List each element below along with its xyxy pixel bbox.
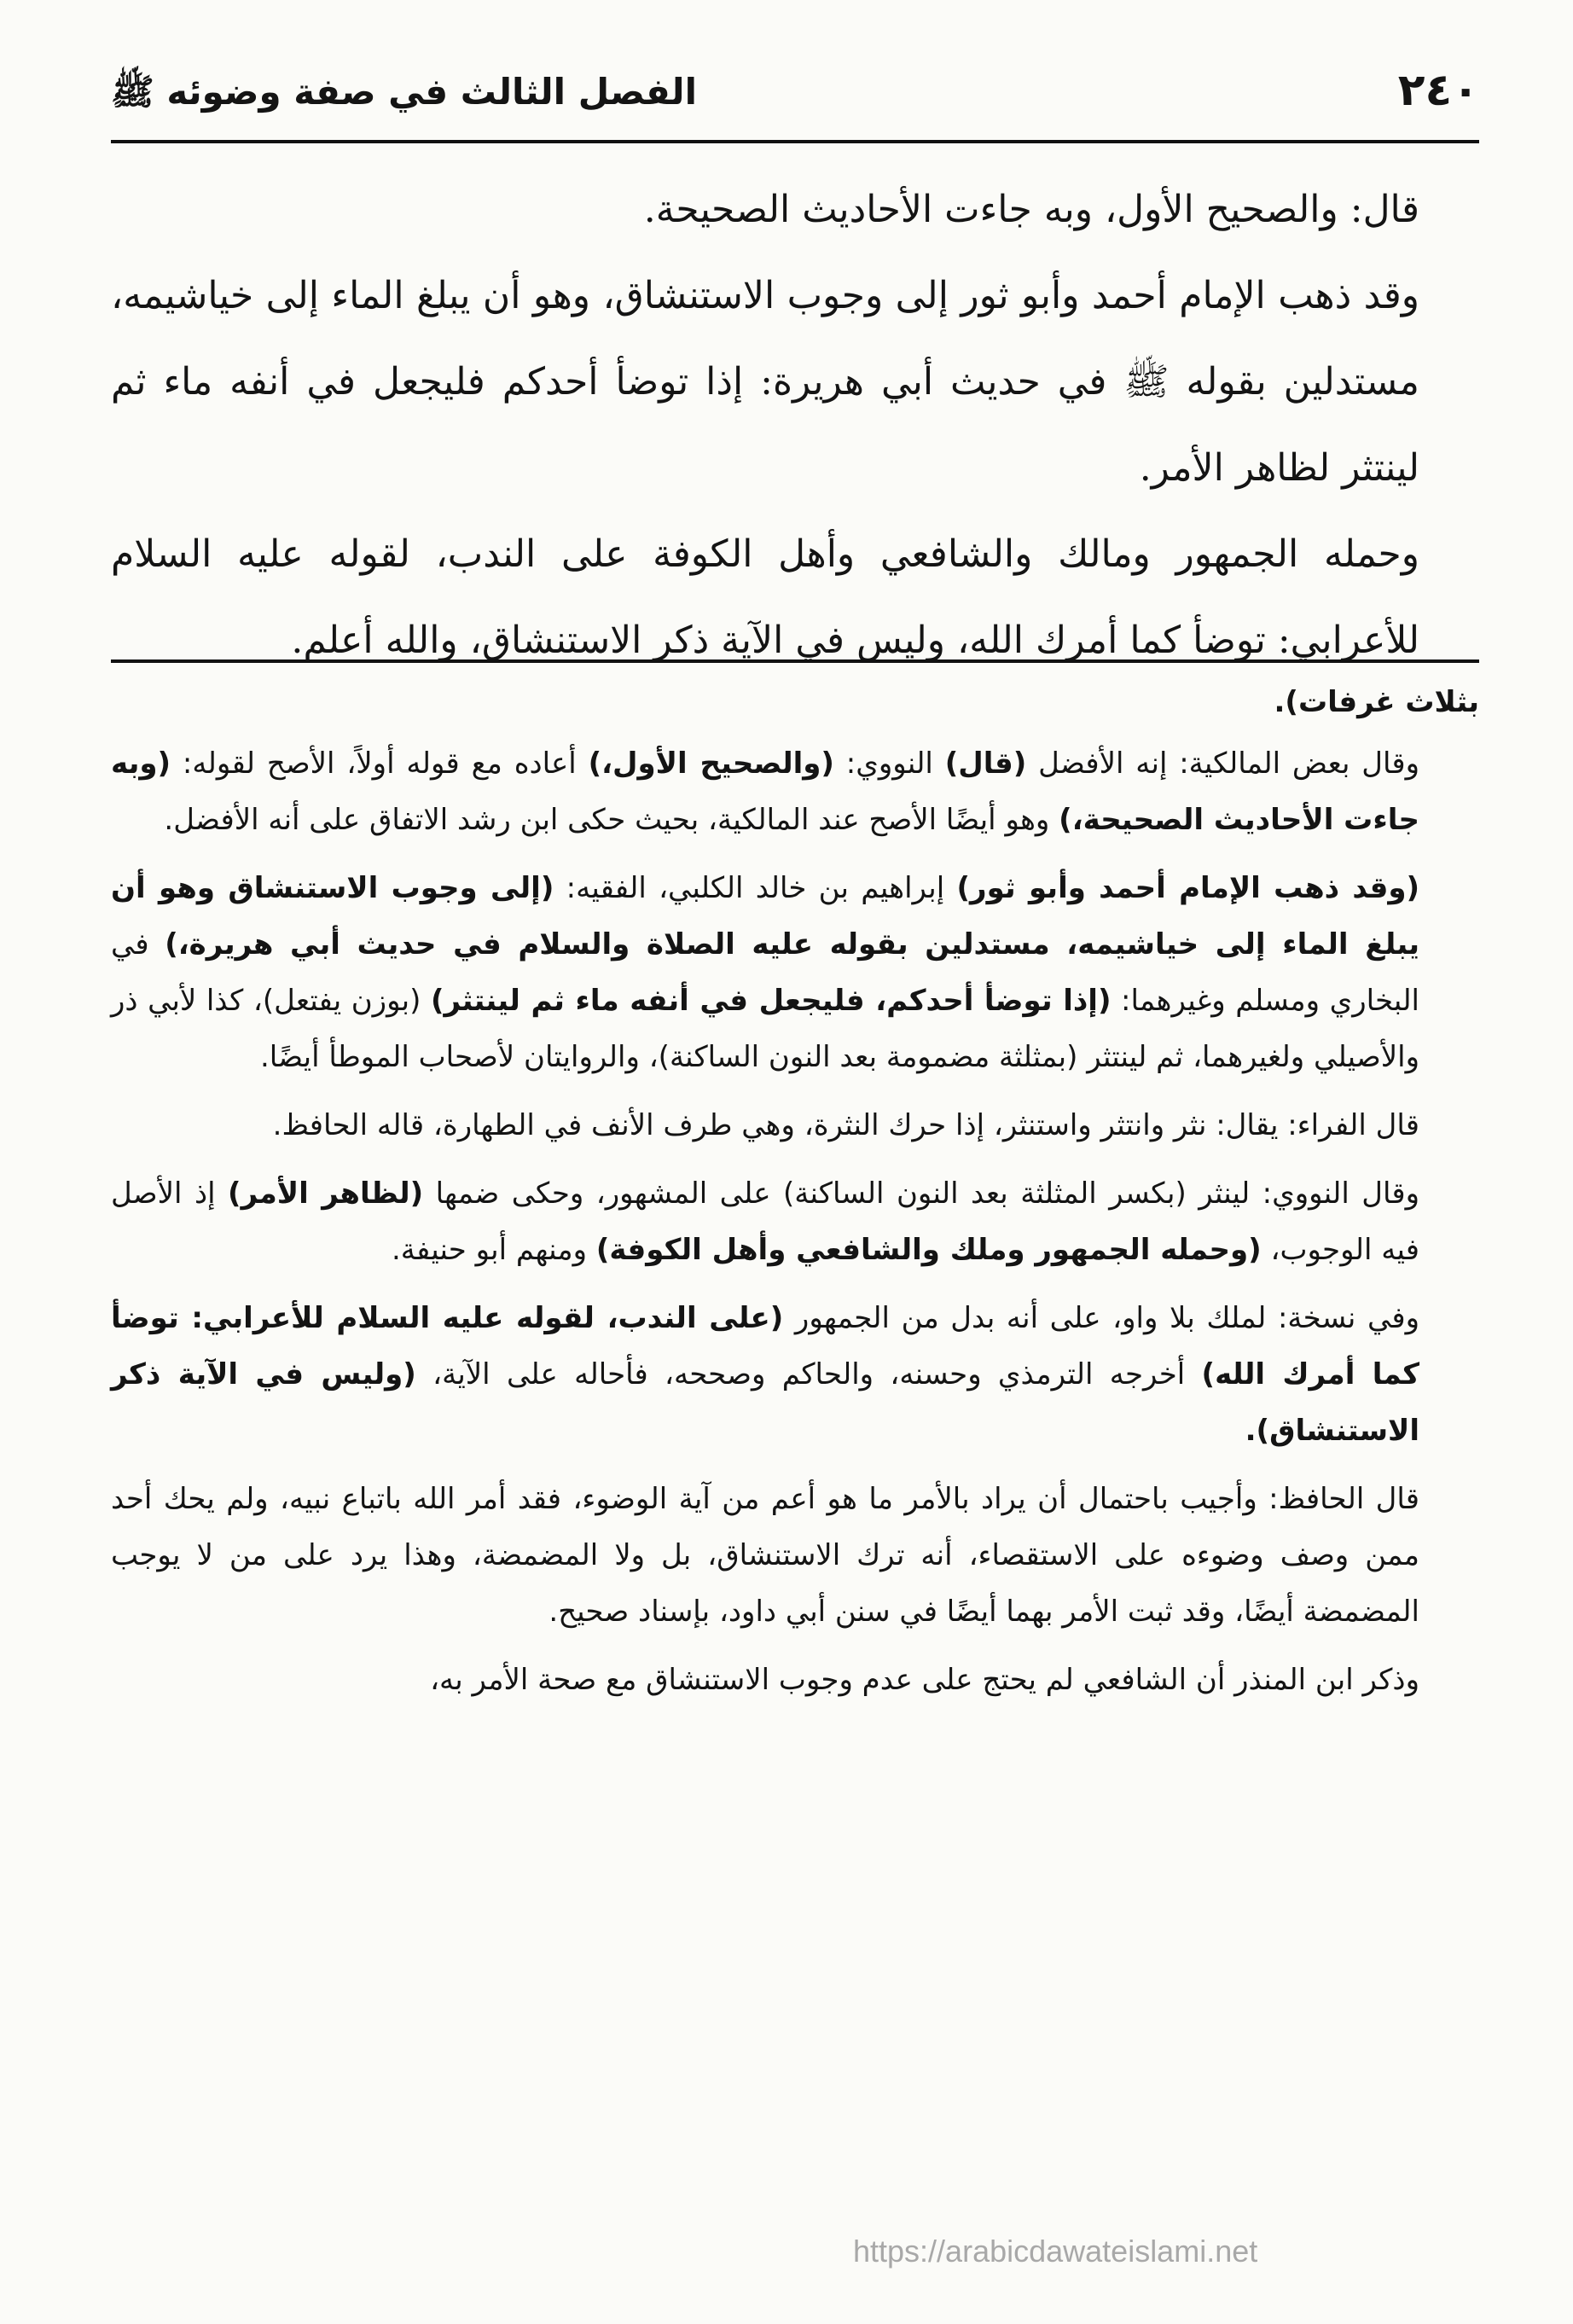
quoted-text: (والصحيح الأول،) (588, 747, 834, 781)
running-title: الفصل الثالث في صفة وضوئه ﷺ (111, 71, 697, 113)
commentary-paragraph: وذكر ابن المنذر أن الشافعي لم يحتج على عدم وجوب الاستنشاق مع صحة الأمر به، (430, 1663, 1419, 1697)
quoted-text: (وبه جاءت الأحاديث الصحيحة،) (111, 747, 1419, 837)
commentary-text: إذ الأصل فيه الوجوب، (111, 1177, 1419, 1267)
quoted-text: (على الندب، لقوله عليه السلام للأعرابي: توضأ كما أمرك الله) (111, 1301, 1420, 1391)
page-number: ٢٤٠ (1397, 65, 1479, 116)
commentary-paragraph: قال الفراء: يقال: نثر وانتثر واستنثر، إذا حرك النثرة، وهي طرف الأنف في الطهارة، قاله الحافظ. (272, 1108, 1419, 1142)
commentary-paragraph (111, 1290, 1479, 1459)
main-paragraph: وحمله الجمهور ومالك والشافعي وأهل الكوفة على الندب، لقوله عليه السلام للأعرابي: توضأ كما أمرك الله، وليس في الآية ذكر الاستنشاق، والله أعلم. (111, 532, 1419, 662)
quoted-text: (وحمله الجمهور وملك والشافعي وأهل الكوفة) (595, 1233, 1262, 1267)
quoted-text: بثلاث غرفات). (1274, 685, 1479, 719)
commentary-text: (بوزن يفتعل)، كذا لأبي ذر والأصيلي ولغيرهما، ثم لينتثر (بمثلثة مضمومة بعد النون الساكنة)، والروايتان لأصحاب الموطأ أيضًا. (111, 984, 1419, 1074)
main-text (111, 166, 1479, 683)
commentary-text: وفي نسخة: لملك بلا واو، على أنه بدل من الجمهور (783, 1301, 1419, 1335)
commentary-text: النووي: (833, 747, 945, 781)
commentary-text: إبراهيم بن خالد الكلبي، الفقيه: (554, 871, 957, 905)
commentary-text: ومنهم أبو حنيفة. (392, 1233, 596, 1267)
separator-rule (111, 659, 1479, 663)
page-header (111, 60, 1479, 142)
commentary-paragraph (111, 674, 1479, 730)
header-rule (111, 140, 1479, 143)
quoted-text: (وقد ذهب الإمام أحمد وأبو ثور) (956, 871, 1420, 905)
commentary-text: وقال النووي: لينثر (بكسر المثلثة بعد النون الساكنة) على المشهور، وحكى ضمها (423, 1177, 1419, 1211)
book-page (111, 0, 1479, 2324)
quoted-text: (إلى وجوب الاستنشاق وهو أن يبلغ الماء إلى خياشيمه، مستدلين بقوله عليه الصلاة والسلام في حديث أبي هريرة،) (111, 871, 1419, 962)
main-paragraph: قال: والصحيح الأول، وبه جاءت الأحاديث الصحيحة. (643, 188, 1419, 231)
watermark-url: https://arabicdawateislami.net (853, 2234, 1258, 2269)
commentary-paragraph (111, 860, 1479, 1085)
commentary (111, 674, 1479, 1720)
quoted-text: (وليس في الآية ذكر الاستنشاق). (111, 1357, 1419, 1448)
quoted-text: (إذا توضأ أحدكم، فليجعل في أنفه ماء ثم لينتثر) (430, 984, 1112, 1018)
commentary-paragraph (111, 735, 1479, 848)
quoted-text: (لظاهر الأمر) (228, 1177, 424, 1211)
commentary-text: وقال بعض المالكية: إنه الأفضل (1026, 747, 1419, 781)
commentary-text: أعاده مع قوله أولاً، الأصح لقوله: (171, 747, 589, 781)
quoted-text: (قال) (944, 747, 1027, 781)
commentary-paragraph (111, 1165, 1479, 1278)
commentary-text: في البخاري ومسلم وغيرهما: (111, 927, 1419, 1018)
commentary-paragraph: قال الحافظ: وأجيب باحتمال أن يراد بالأمر ما هو أعم من آية الوضوء، فقد أمر الله باتباع نبيه، ولم يحك أحد ممن وصف وضوءه على الاستقصاء، أنه ترك الاستنشاق، بل ولا المضمضة، وهذا يرد على من لا يوجب المضمضة أيضًا، وقد ثبت الأمر بهما أيضًا في سنن أبي داود، بإسناد صحيح. (111, 1482, 1419, 1629)
commentary-text: أخرجه الترمذي وحسنه، والحاكم وصححه، فأحاله على الآية، (415, 1357, 1202, 1391)
main-paragraph: وقد ذهب الإمام أحمد وأبو ثور إلى وجوب الاستنشاق، وهو أن يبلغ الماء إلى خياشيمه، مستدلين بقوله ﷺ في حديث أبي هريرة: إذا توضأ أحدكم فليجعل في أنفه ماء ثم لينتثر لظاهر الأمر. (111, 274, 1419, 490)
commentary-text: وهو أيضًا الأصح عند المالكية، بحيث حكى ابن رشد الاتفاق على أنه الأفضل. (164, 803, 1059, 837)
